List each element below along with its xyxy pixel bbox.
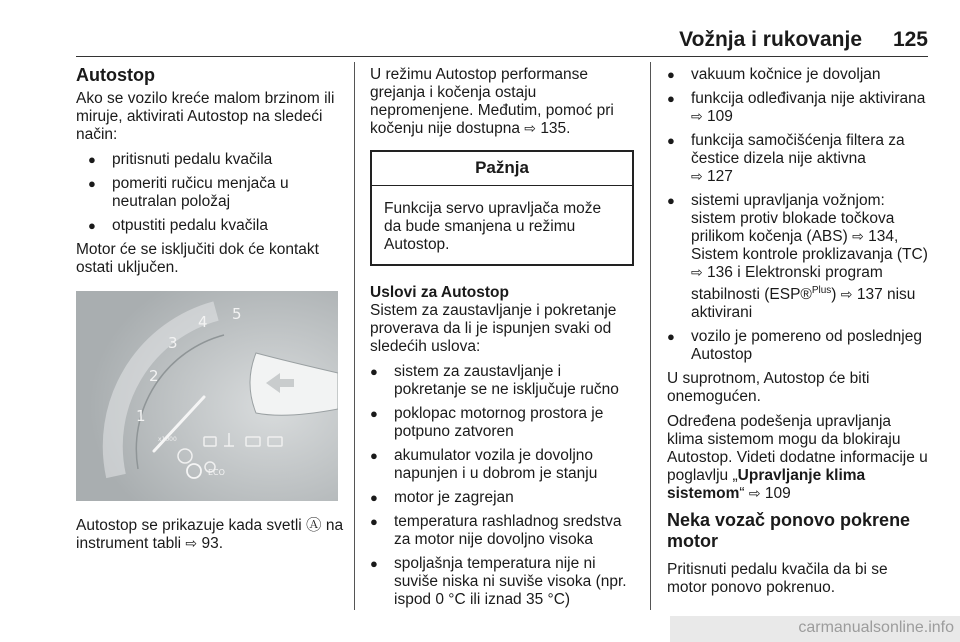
list-item: ● motor je zagrejan	[370, 489, 634, 507]
intro-paragraph: Ako se vozilo kreće malom brzinom ili miruje, aktivirati Autostop na sledeći način:	[76, 90, 335, 143]
result-paragraph: Motor će se isključiti dok će kontakt ostati uključen.	[76, 241, 319, 276]
caution-box	[370, 150, 634, 266]
caution-title: Pažnja	[372, 152, 632, 186]
list-item: ● vakuum kočnice je dovoljan	[667, 66, 929, 84]
list-item: ● funkcija odleđivanja nije aktivirana ⇨ 109	[667, 90, 929, 126]
gauge-number: 2	[149, 367, 159, 385]
restart-heading: Neka vozač ponovo pokrene motor	[667, 510, 911, 552]
caution-text: Funkcija servo upravljača može da bude smanjena u režimu Autostop.	[384, 200, 602, 253]
conditions-list-continued	[667, 66, 929, 364]
gauge-number: 3	[168, 334, 178, 352]
page-reference-icon: ⇨	[691, 265, 703, 281]
page-reference-icon: ⇨	[852, 229, 864, 245]
page-reference-icon: ⇨	[524, 121, 536, 137]
column-divider-2	[650, 62, 651, 610]
autostop-mode-paragraph: U režimu Autostop performanse grejanja i kočenja ostaju nepromenjene. Međutim, pomoć pri kočenju nije dostupna ⇨ 135.	[370, 66, 614, 137]
list-item: ● otpustiti pedalu kvačila	[88, 217, 344, 235]
list-item: ● vozilo je pomereno od poslednjeg Autostop	[667, 328, 929, 364]
header-divider	[76, 56, 928, 57]
eco-label: ECO	[208, 468, 225, 477]
list-item: ● pomeriti ručicu menjača u neutralan položaj	[88, 175, 344, 211]
column-3	[667, 66, 929, 604]
superscript-plus: Plus	[811, 285, 832, 296]
page-reference-icon: ⇨	[748, 486, 761, 503]
conditions-heading: Uslovi za Autostop	[370, 284, 509, 301]
gauge-scale-label: x1000	[158, 436, 177, 443]
list-item: ● sistemi upravljanja vožnjom: sistem protiv blokade točkova prilikom kočenja (ABS) ⇨ 134, Sistem kontrole proklizavanja (TC) ⇨ 136 i Elektronski program stabilnosti (ESP®$^{Plus}$) ⇨ 137 nisu aktivirani	[667, 192, 929, 322]
chapter-link[interactable]: Upravljanje klima sistemom	[667, 467, 866, 503]
column-2	[370, 66, 634, 615]
activation-steps	[76, 151, 344, 235]
section-heading-autostop: Autostop	[76, 65, 155, 85]
page-header	[76, 24, 928, 54]
list-item: ● pritisnuti pedalu kvačila	[88, 151, 344, 169]
chapter-title: Vožnja i rukovanje	[679, 28, 862, 51]
column-1	[76, 66, 344, 560]
gauge-number: 1	[136, 407, 146, 425]
list-item: ● sistem za zaustavljanje i pokretanje se ne isključuje ručno	[370, 363, 634, 399]
page-reference-icon: ⇨	[840, 287, 853, 304]
list-item: ● spoljašnja temperatura nije ni suviše niska ni suviše visoka (npr. ispod 0 °C ili iznad 35 °C)	[370, 555, 634, 609]
page-reference-icon: ⇨	[691, 169, 703, 185]
disabled-paragraph: U suprotnom, Autostop će biti onemogućen.	[667, 370, 870, 406]
column-divider-1	[354, 62, 355, 610]
page-reference-icon: ⇨	[185, 536, 198, 552]
climate-paragraph: Određena podešenja upravljanja klima sistemom mogu da blokiraju Autostop. Videti dodatne informacije u poglavlju „Upravljanje klima sistemom“ ⇨ 109	[667, 413, 928, 503]
page-reference-icon: ⇨	[691, 109, 703, 125]
figure-caption: Autostop se prikazuje kada svetli Ⓐ na instrument tabli ⇨ 93.	[76, 517, 344, 552]
conditions-list	[370, 363, 634, 609]
autostop-symbol: Ⓐ	[306, 517, 322, 534]
gauge-number: 5	[232, 305, 242, 323]
restart-paragraph: Pritisnuti pedalu kvačila da bi se motor ponovo pokrenuo.	[667, 561, 888, 597]
list-item: ● akumulator vozila je dovoljno napunjen i u dobrom je stanju	[370, 447, 634, 483]
list-item: ● temperatura rashladnog sredstva za motor nije dovoljno visoka	[370, 513, 634, 549]
list-item: ● funkcija samočišćenja filtera za čestice dizela nije aktivna ⇨ 127	[667, 132, 929, 186]
watermark-text: carmanualsonline.info	[798, 619, 954, 636]
watermark-footer	[670, 616, 960, 642]
list-item: ● poklopac motornog prostora je potpuno zatvoren	[370, 405, 634, 441]
page-number: 125	[892, 28, 928, 51]
instrument-cluster-figure	[76, 291, 338, 501]
conditions-intro: Sistem za zaustavljanje i pokretanje proverava da li je ispunjen svaki od sledećih uslova:	[370, 302, 617, 355]
gauge-number: 4	[198, 313, 208, 331]
